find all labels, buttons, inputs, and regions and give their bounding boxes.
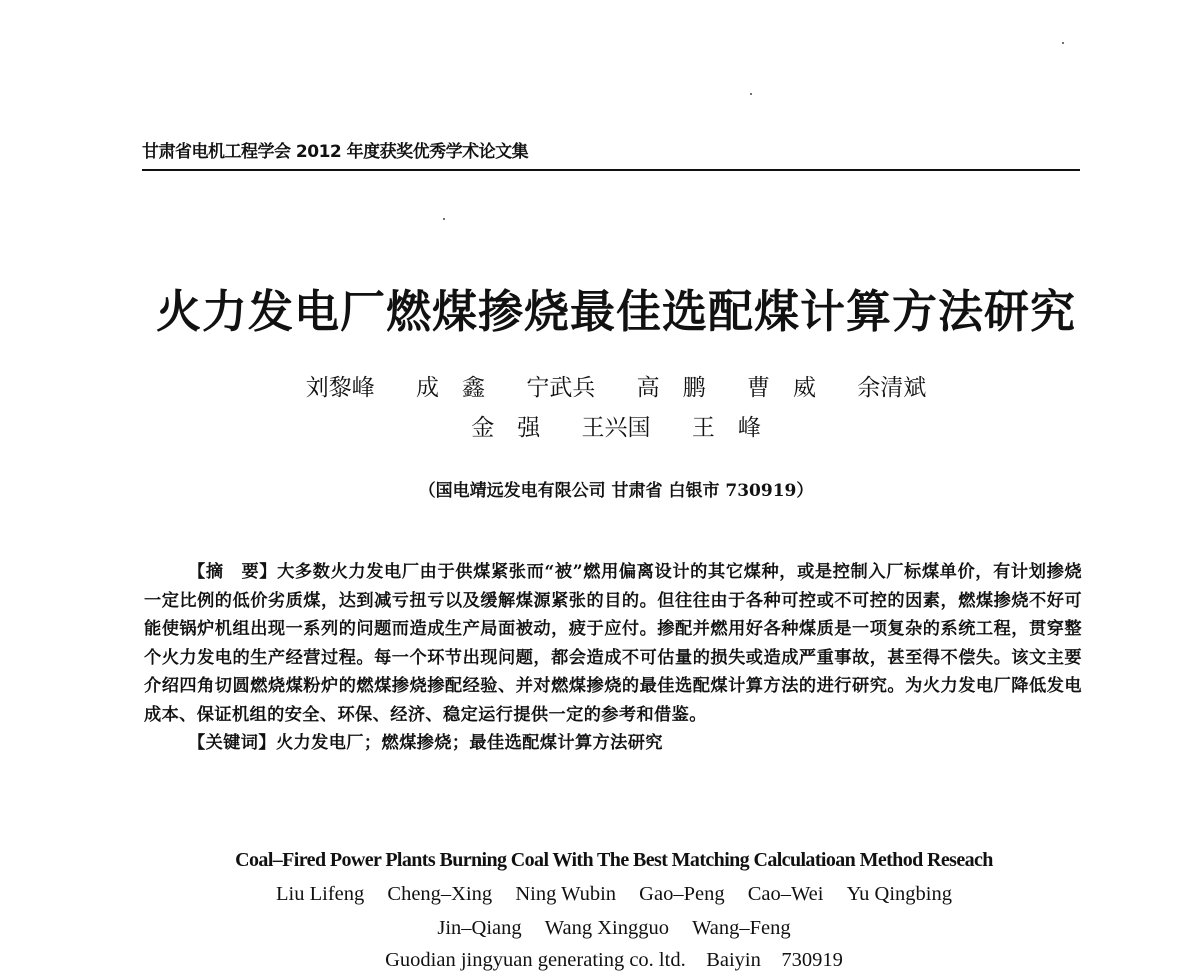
english-author-name: Jin–Qiang xyxy=(437,917,522,939)
author-name: 金 强 xyxy=(471,415,541,441)
authors-line-1 xyxy=(0,373,1200,403)
author-name: 王兴国 xyxy=(581,415,651,441)
keywords-label: 【关键词】 xyxy=(188,733,276,753)
english-author-name: Liu Lifeng xyxy=(276,883,365,905)
english-authors-line-2 xyxy=(0,914,1200,942)
abstract-block xyxy=(144,558,1082,758)
author-name: 曹 威 xyxy=(746,375,816,401)
english-author-name: Ning Wubin xyxy=(515,883,617,905)
english-title: Coal–Fired Power Plants Burning Coal With The Best Matching Calculatioan Method Reseach xyxy=(235,849,993,871)
author-name: 高 鹏 xyxy=(636,375,706,401)
english-author-name: Wang Xingguo xyxy=(544,917,669,939)
english-author-name: Cao–Wei xyxy=(747,883,824,905)
english-author-name: Wang–Feng xyxy=(692,917,791,939)
english-author-name: Cheng–Xing xyxy=(387,883,493,905)
english-author-name: Yu Qingbing xyxy=(846,883,952,905)
abstract-paragraph xyxy=(144,558,1082,729)
scan-speck xyxy=(443,218,445,220)
keywords-paragraph xyxy=(144,729,1082,758)
paper-title: 火力发电厂燃煤掺烧最佳选配煤计算方法研究 xyxy=(155,285,1076,338)
author-name: 刘黎峰 xyxy=(305,375,375,401)
keywords-text: 火力发电厂；燃煤掺烧；最佳选配煤计算方法研究 xyxy=(275,733,663,753)
abstract-label: 【摘 要】 xyxy=(188,562,278,582)
english-author-name: Gao–Peng xyxy=(639,883,725,905)
abstract-text: 大多数火力发电厂由于供煤紧张而“被”燃用偏离设计的其它煤种，或是控制入厂标煤单价，有计划掺烧一定比例的低价劣质煤，达到减亏扭亏以及缓解煤源紧张的目的。但往往由于各种可控或不可控的因素，燃煤掺烧不好可能使锅炉机组出现一系列的问题而造成生产局面被动，疲于应付。掺配并燃用好各种煤质是一项复杂的系统工程，贯穿整个火力发电的生产经营过程。每一个环节出现问题，都会造成不可估量的损失或造成严重事故，甚至得不偿失。该文主要介绍四角切圆燃烧煤粉炉的燃煤掺烧掺配经验、并对燃煤掺烧的最佳选配煤计算方法的进行研究。为火力发电厂降低发电成本、保证机组的安全、环保、经济、稳定运行提供一定的参考和借鉴。 xyxy=(144,562,1082,725)
english-affiliation: Guodian jingyuan generating co. ltd. Baiyin 730919 xyxy=(385,949,843,971)
author-name: 王 峰 xyxy=(691,415,761,441)
author-name: 余清斌 xyxy=(857,375,927,401)
author-name: 成 鑫 xyxy=(416,375,486,401)
scan-speck xyxy=(1062,42,1064,44)
affiliation: （国电靖远发电有限公司 甘肃省 白银市 730919） xyxy=(418,481,814,501)
english-authors-line-1 xyxy=(0,880,1200,908)
scan-speck xyxy=(750,93,752,95)
authors-line-2 xyxy=(0,413,1200,443)
journal-header: 甘肃省电机工程学会 2012 年度获奖优秀学术论文集 xyxy=(142,142,529,162)
header-rule xyxy=(142,169,1080,171)
author-name: 宁武兵 xyxy=(526,375,596,401)
